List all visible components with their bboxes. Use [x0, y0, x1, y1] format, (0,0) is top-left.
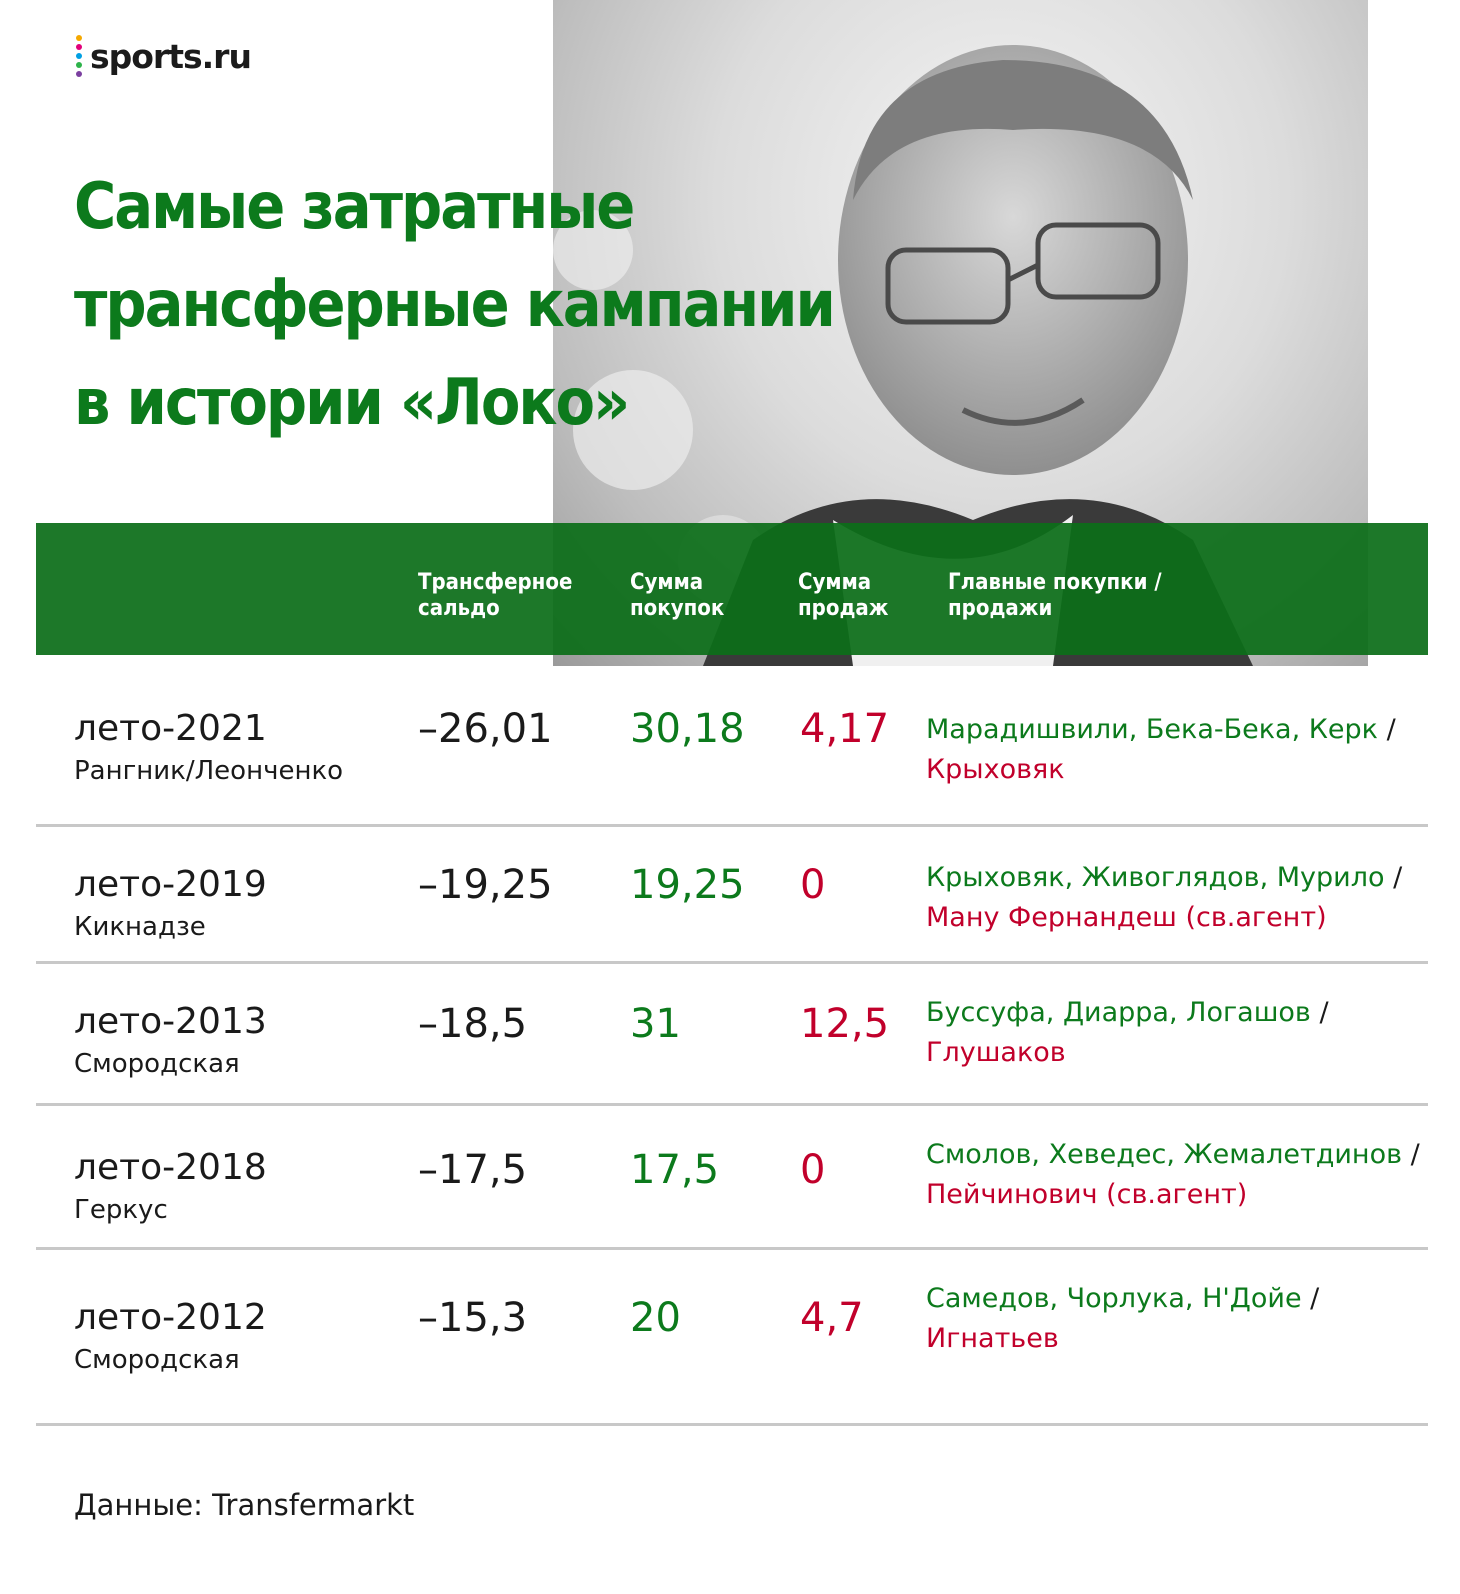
title-line-1: Самые затратные — [74, 170, 634, 244]
row-sell-sum: 4,17 — [800, 706, 890, 752]
row-buys: Буссуфа, Диарра, Логашов — [926, 997, 1311, 1028]
row-coach: Рангник/Леонченко — [74, 756, 344, 786]
table-row — [36, 1103, 1428, 1250]
row-buy-sum: 17,5 — [630, 1147, 720, 1193]
row-season: лето-2013 — [74, 1001, 267, 1042]
row-sales: Ману Фернандеш (св.агент) — [926, 902, 1327, 933]
logo-text: sports.ru — [90, 36, 251, 76]
row-coach: Геркус — [74, 1195, 168, 1225]
row-season: лето-2019 — [74, 864, 267, 905]
row-saldo: –18,5 — [418, 1001, 528, 1047]
row-saldo: –15,3 — [418, 1295, 528, 1341]
row-players — [926, 1135, 1420, 1215]
row-buys: Самедов, Чорлука, Н'Дойе — [926, 1283, 1302, 1314]
row-season: лето-2012 — [74, 1297, 267, 1338]
row-saldo: –17,5 — [418, 1147, 528, 1193]
row-separator: / — [1310, 1283, 1320, 1314]
data-source: Данные: Transfermarkt — [74, 1488, 415, 1522]
table-row — [36, 824, 1428, 964]
header-saldo: Трансферное сальдо — [418, 570, 573, 621]
row-sell-sum: 0 — [800, 1147, 826, 1193]
row-coach: Смородская — [74, 1345, 240, 1375]
row-sales: Крыховяк — [926, 754, 1065, 785]
table-row — [36, 1247, 1428, 1426]
row-sell-sum: 4,7 — [800, 1295, 864, 1341]
header-buy: Сумма покупок — [630, 570, 725, 621]
row-separator: / — [1393, 862, 1403, 893]
row-buy-sum: 20 — [630, 1295, 681, 1341]
row-sell-sum: 0 — [800, 862, 826, 908]
row-season: лето-2018 — [74, 1147, 267, 1188]
row-buy-sum: 31 — [630, 1001, 681, 1047]
row-saldo: –19,25 — [418, 862, 553, 908]
row-season: лето-2021 — [74, 708, 267, 749]
title-line-3: в истории «Локо» — [74, 366, 629, 440]
row-sales: Игнатьев — [926, 1323, 1059, 1354]
row-buys: Смолов, Хеведес, Жемалетдинов — [926, 1139, 1403, 1170]
table-row — [36, 666, 1428, 827]
row-buys: Крыховяк, Живоглядов, Мурило — [926, 862, 1385, 893]
row-sales: Глушаков — [926, 1037, 1066, 1068]
title-line-2: трансферные кампании — [74, 268, 834, 342]
row-buys: Марадишвили, Бека-Бека, Керк — [926, 714, 1378, 745]
row-sales: Пейчинович (св.агент) — [926, 1179, 1248, 1210]
row-players — [926, 858, 1402, 938]
table-row — [36, 961, 1428, 1106]
row-coach: Смородская — [74, 1049, 240, 1079]
row-buy-sum: 30,18 — [630, 706, 745, 752]
row-players — [926, 993, 1329, 1073]
header-sell: Сумма продаж — [798, 570, 889, 621]
row-coach: Кикнадзе — [74, 912, 206, 942]
sports-ru-logo[interactable] — [76, 36, 251, 76]
row-separator: / — [1410, 1139, 1420, 1170]
row-sell-sum: 12,5 — [800, 1001, 890, 1047]
row-separator: / — [1386, 714, 1396, 745]
row-saldo: –26,01 — [418, 706, 553, 752]
row-players — [926, 710, 1396, 790]
table-header — [36, 523, 1428, 655]
logo-dots-icon — [76, 35, 82, 77]
row-players — [926, 1279, 1319, 1359]
row-separator: / — [1319, 997, 1329, 1028]
page-title — [74, 158, 834, 452]
row-buy-sum: 19,25 — [630, 862, 745, 908]
header-players: Главные покупки / продажи — [948, 570, 1162, 621]
